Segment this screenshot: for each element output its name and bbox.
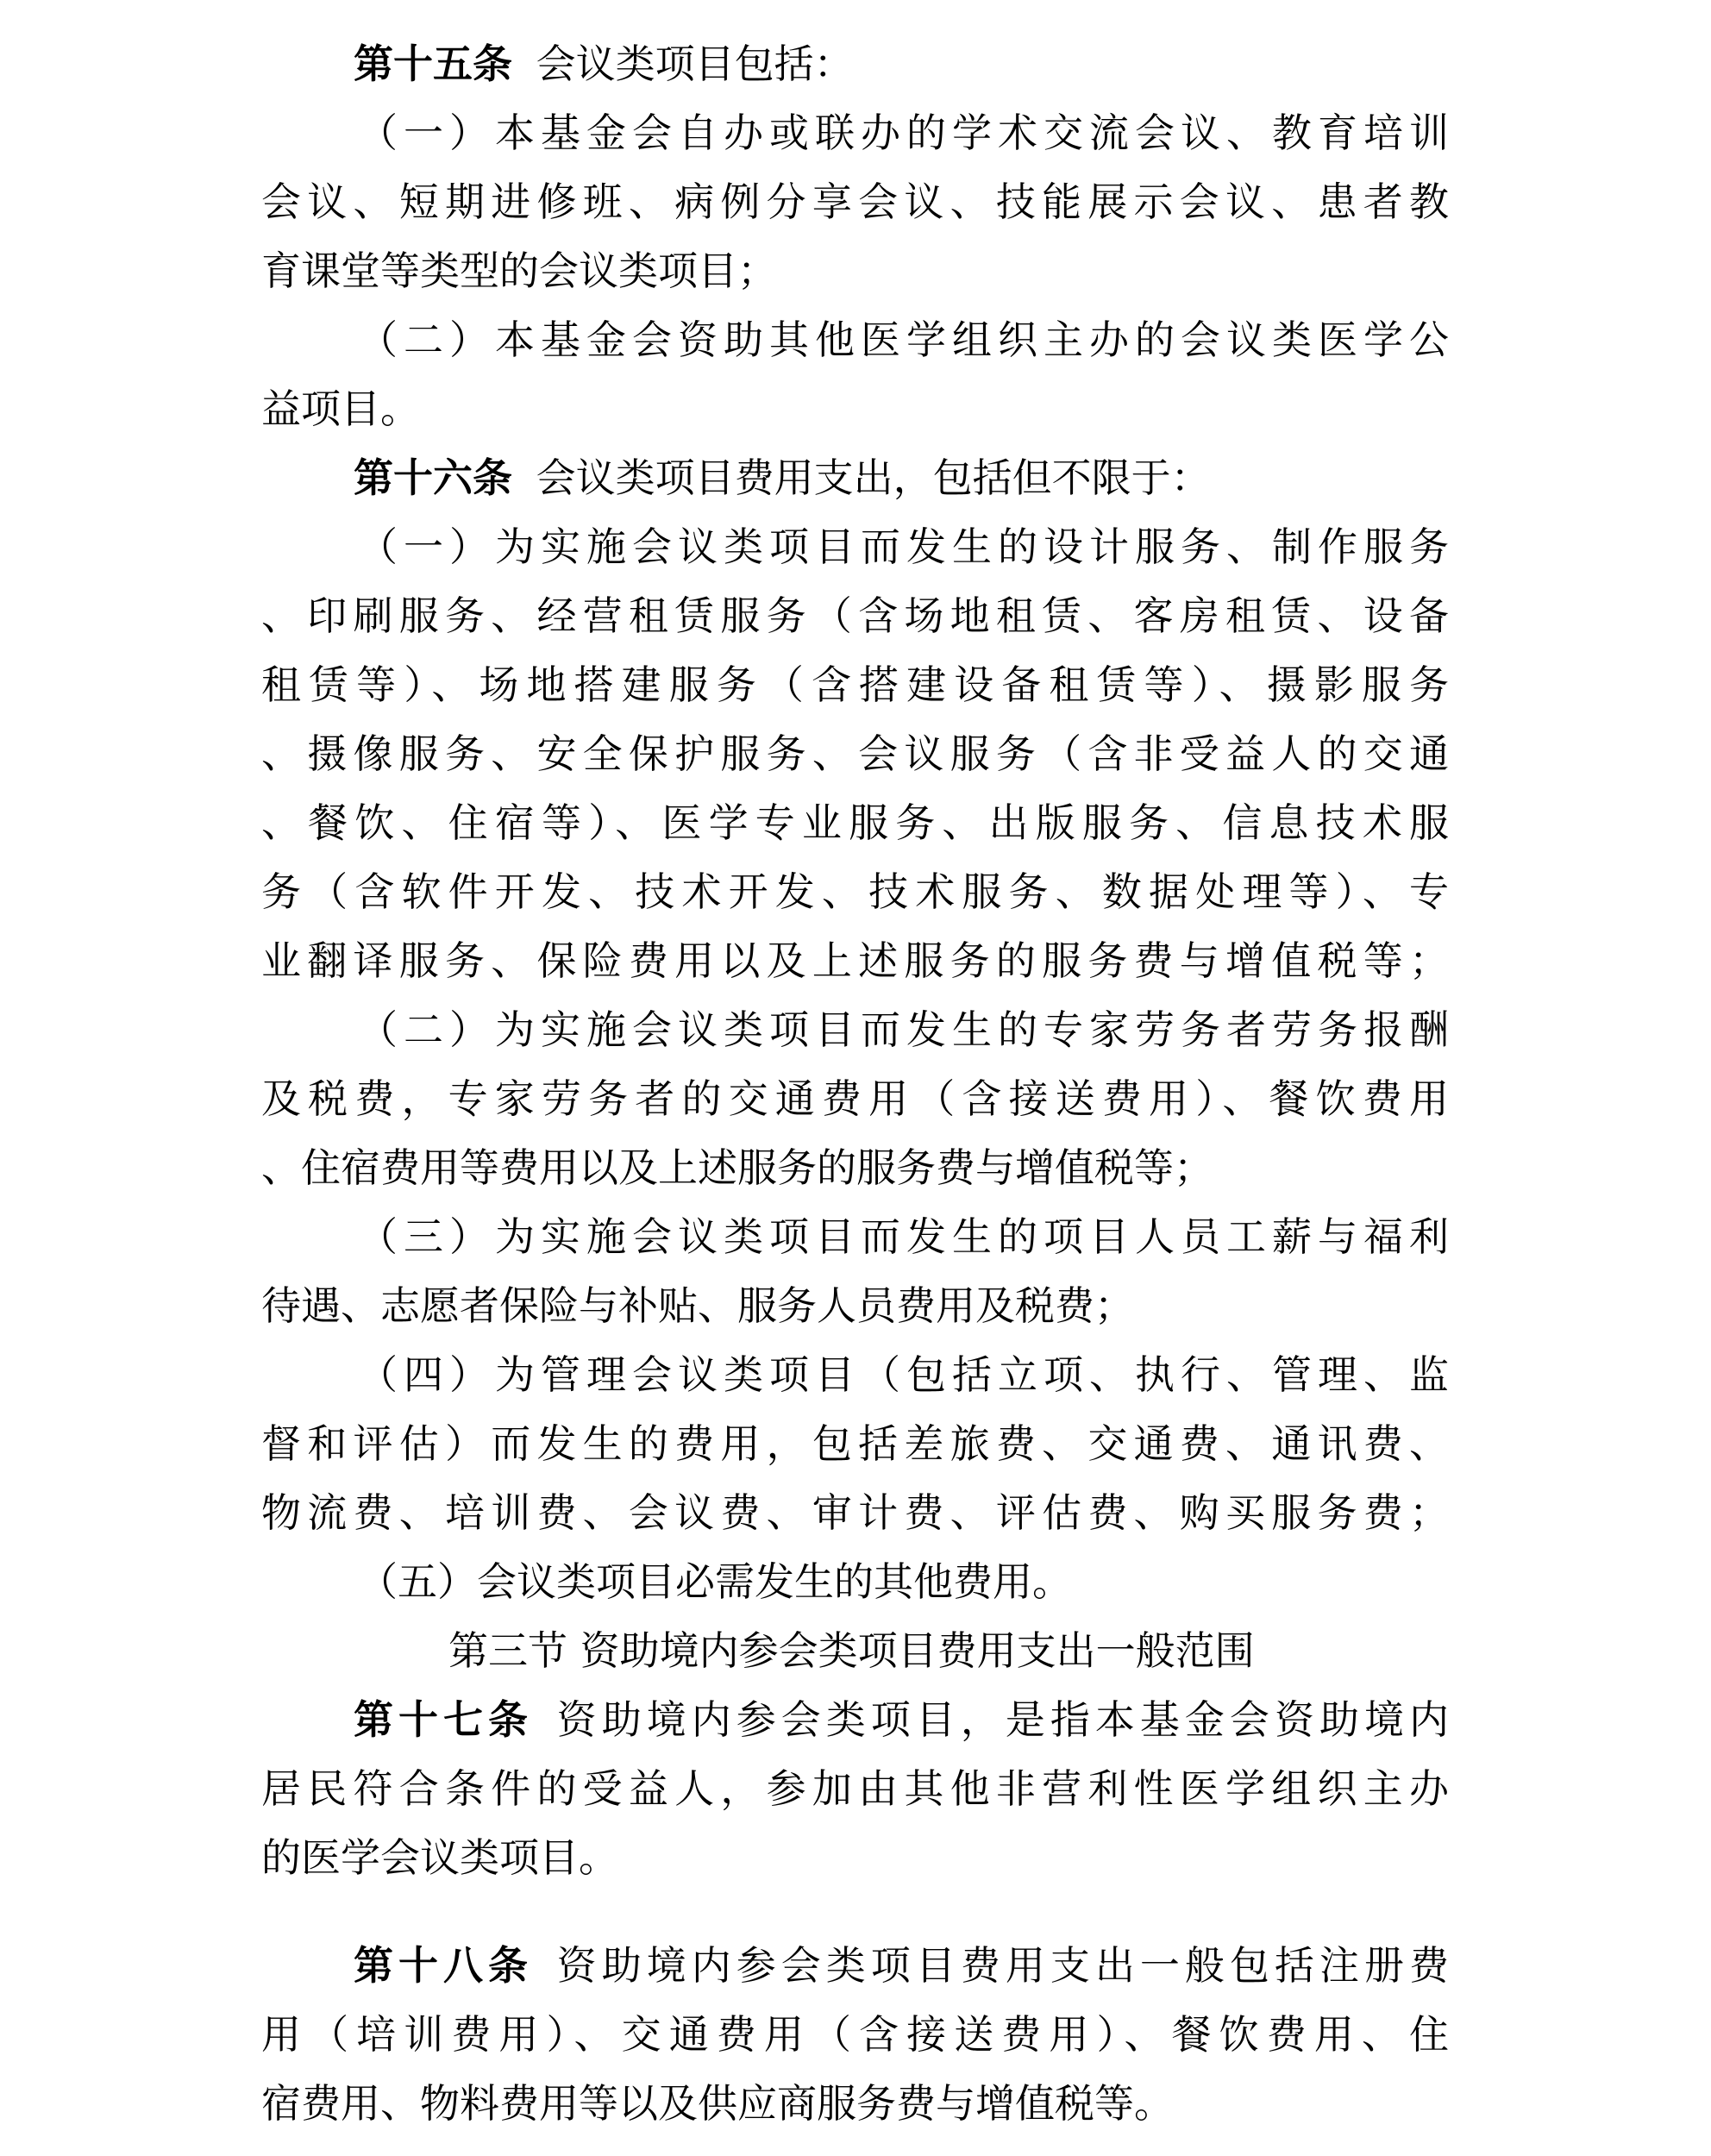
art16-item1-line5: 、餐饮、住宿等）、医学专业服务、出版服务、信息技术服	[261, 799, 1449, 846]
art16-item4-line2: 督和评估）而发生的费用，包括差旅费、交通费、通讯费、	[261, 1420, 1449, 1467]
article-17-label: 第十七条	[354, 1696, 534, 1743]
article-16-heading-text	[354, 447, 1211, 509]
art15-item1-line3: 育课堂等类型的会议类项目；	[261, 248, 777, 294]
art15-item2-line1: （二）本基金会资助其他医学组织主办的会议类医学公	[358, 317, 1449, 363]
paragraph-line	[0, 792, 1711, 854]
paragraph-line	[0, 585, 1711, 647]
article-17-line2: 居民符合条件的受益人，参加由其他非营利性医学组织主办	[261, 1765, 1449, 1812]
paragraph-line	[0, 240, 1711, 302]
art16-item3-line2: 待遇、志愿者保险与补贴、服务人员费用及税费；	[261, 1282, 1134, 1329]
article-16-body: 会议类项目费用支出，包括但不限于：	[536, 454, 1211, 501]
art16-item2-line3: 、住宿费用等费用以及上述服务的服务费与增值税等；	[261, 1144, 1213, 1191]
art16-item5-line1: （五）会议类项目必需发生的其他费用。	[358, 1558, 1072, 1605]
art16-item4-line3: 物流费、培训费、会议费、审计费、评估费、购买服务费；	[261, 1489, 1449, 1536]
art16-item1-line7: 业翻译服务、保险费用以及上述服务的服务费与增值税等；	[261, 937, 1449, 984]
article-18-line2: 用（培训费用）、交通费用（含接送费用）、餐饮费用、住	[261, 2011, 1449, 2058]
article-17-body-line1: 资助境内参会类项目，是指本基金会资助境内	[556, 1696, 1450, 1743]
article-16-label: 第十六条	[354, 454, 512, 501]
art15-item1-line2: 会议、短期进修班、病例分享会议、技能展示会议、患者教	[261, 179, 1449, 225]
art15-item1-line1: （一）本基金会自办或联办的学术交流会议、教育培训	[358, 110, 1449, 156]
paragraph-line	[0, 2072, 1711, 2134]
article-17-heading	[0, 1689, 1711, 1751]
article-17-line3: 的医学会议类项目。	[261, 1834, 618, 1881]
article-15-heading	[0, 33, 1711, 95]
paragraph-line	[0, 930, 1711, 992]
paragraph-line	[0, 1758, 1711, 1820]
paragraph-line	[0, 861, 1711, 923]
article-15-heading-text	[354, 33, 854, 95]
paragraph-line	[0, 723, 1711, 785]
art15-item2-line2: 益项目。	[261, 385, 420, 432]
paragraph-line	[0, 378, 1711, 440]
paragraph-line	[0, 1413, 1711, 1475]
article-17-line1	[354, 1689, 1449, 1751]
paragraph-line	[0, 1827, 1711, 1889]
article-16-heading	[0, 447, 1711, 509]
paragraph-line	[0, 654, 1711, 716]
article-15-label: 第十五条	[354, 41, 512, 87]
paragraph-line	[0, 1551, 1711, 1613]
art16-item1-line1: （一）为实施会议类项目而发生的设计服务、制作服务	[358, 523, 1449, 570]
article-18-label: 第十八条	[354, 1942, 534, 1989]
art16-item1-line4: 、摄像服务、安全保护服务、会议服务（含非受益人的交通	[261, 730, 1449, 777]
paragraph-line	[0, 1482, 1711, 1544]
paragraph-line	[0, 999, 1711, 1061]
article-18-heading	[0, 1934, 1711, 1996]
art16-item2-line1: （二）为实施会议类项目而发生的专家劳务者劳务报酬	[358, 1006, 1449, 1053]
paragraph-line	[0, 171, 1711, 233]
art16-item1-line6: 务（含软件开发、技术开发、技术服务、数据处理等）、专	[261, 868, 1449, 915]
paragraph-line	[0, 1275, 1711, 1337]
art16-item4-line1: （四）为管理会议类项目（包括立项、执行、管理、监	[358, 1351, 1449, 1398]
paragraph-line	[0, 1206, 1711, 1268]
paragraph-line	[0, 1068, 1711, 1130]
section-3-title: 第三节 资助境内参会类项目费用支出一般范围	[448, 1627, 1255, 1674]
article-15-body: 会议类项目包括：	[536, 41, 854, 87]
art16-item1-line3: 租赁等）、场地搭建服务（含搭建设备租赁等）、摄影服务	[261, 661, 1449, 708]
art16-item2-line2: 及税费，专家劳务者的交通费用（含接送费用）、餐饮费用	[261, 1075, 1449, 1122]
article-18-body-line1: 资助境内参会类项目费用支出一般包括注册费	[556, 1942, 1450, 1989]
section-heading	[0, 1620, 1711, 1682]
article-18-line3: 宿费用、物料费用等以及供应商服务费与增值税等。	[261, 2080, 1174, 2127]
paragraph-line	[0, 309, 1711, 371]
art16-item1-line2: 、印刷服务、经营租赁服务（含场地租赁、客房租赁、设备	[261, 592, 1449, 639]
paragraph-line	[0, 1137, 1711, 1199]
article-18-line1	[354, 1934, 1449, 1996]
paragraph-line	[0, 102, 1711, 164]
paragraph-line	[0, 1344, 1711, 1406]
paragraph-line	[0, 516, 1711, 578]
art16-item3-line1: （三）为实施会议类项目而发生的项目人员工薪与福利	[358, 1213, 1449, 1260]
paragraph-line	[0, 2003, 1711, 2065]
